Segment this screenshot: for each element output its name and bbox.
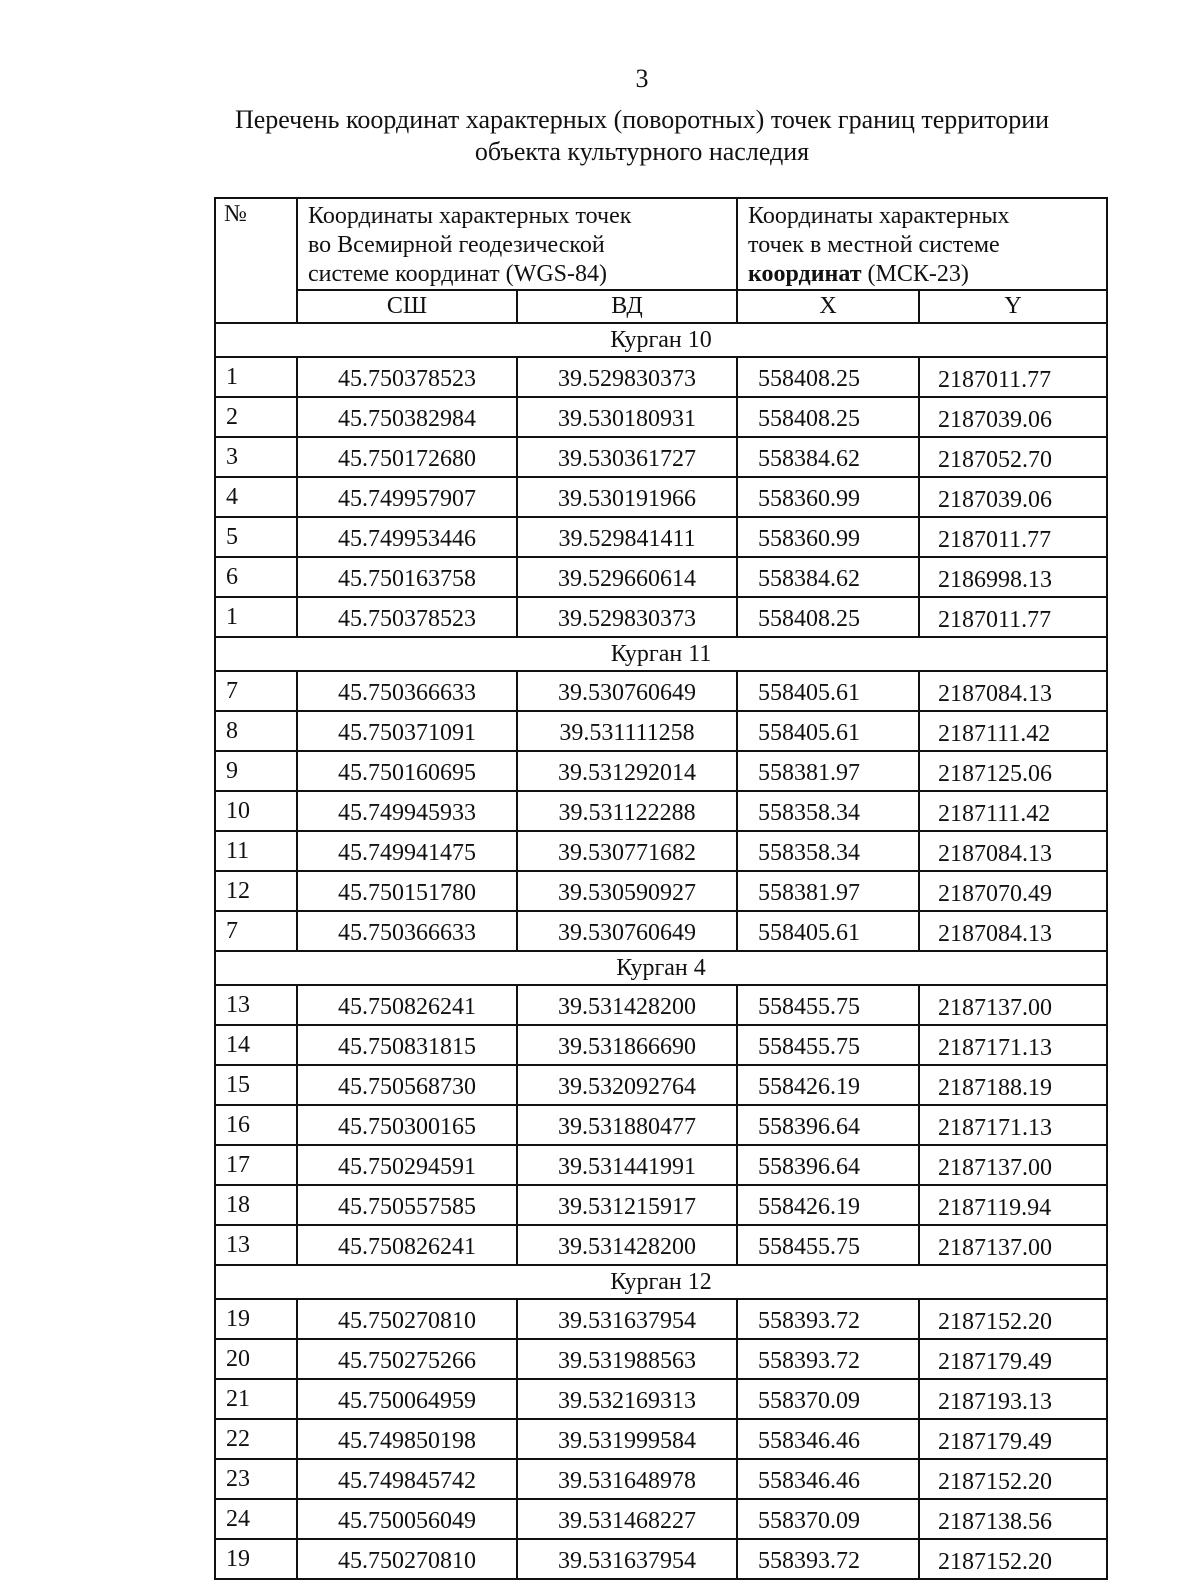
point-number-cell: 5 [215, 517, 297, 557]
x-cell: 558384.62 [737, 437, 919, 477]
table-row [215, 1459, 1107, 1499]
y-cell: 2187152.20 [919, 1539, 1107, 1579]
latitude-cell: 45.749850198 [297, 1419, 517, 1459]
table-row [215, 597, 1107, 637]
longitude-cell: 39.529830373 [517, 357, 737, 397]
x-cell: 558405.61 [737, 911, 919, 951]
header-msk23-group [737, 198, 1107, 290]
latitude-cell: 45.749945933 [297, 791, 517, 831]
longitude-cell: 39.531999584 [517, 1419, 737, 1459]
header-latitude: СШ [297, 290, 517, 323]
latitude-cell: 45.750378523 [297, 597, 517, 637]
y-cell: 2186998.13 [919, 557, 1107, 597]
y-cell: 2187179.49 [919, 1339, 1107, 1379]
group-title: Курган 10 [215, 323, 1107, 357]
header-msk23-line-1: Координаты характерных [748, 203, 1010, 229]
group-row [215, 951, 1107, 985]
point-number-cell: 7 [215, 671, 297, 711]
latitude-cell: 45.749957907 [297, 477, 517, 517]
longitude-cell: 39.531866690 [517, 1025, 737, 1065]
header-msk23-line-3 [748, 260, 1098, 289]
latitude-cell: 45.750366633 [297, 911, 517, 951]
header-msk23-line-2: точек в местной системе [748, 232, 1000, 258]
table-body [215, 323, 1107, 1579]
y-cell: 2187084.13 [919, 911, 1107, 951]
longitude-cell: 39.531215917 [517, 1185, 737, 1225]
group-row [215, 1265, 1107, 1299]
longitude-cell: 39.531292014 [517, 751, 737, 791]
table-row [215, 911, 1107, 951]
longitude-cell: 39.531648978 [517, 1459, 737, 1499]
group-title: Курган 12 [215, 1265, 1107, 1299]
longitude-cell: 39.530191966 [517, 477, 737, 517]
point-number-cell: 12 [215, 871, 297, 911]
document-title [200, 104, 1084, 168]
y-cell: 2187193.13 [919, 1379, 1107, 1419]
point-number-cell: 9 [215, 751, 297, 791]
table-row [215, 437, 1107, 477]
longitude-cell: 39.531428200 [517, 985, 737, 1025]
longitude-cell: 39.530180931 [517, 397, 737, 437]
table-row [215, 751, 1107, 791]
latitude-cell: 45.750160695 [297, 751, 517, 791]
longitude-cell: 39.531988563 [517, 1339, 737, 1379]
y-cell: 2187137.00 [919, 985, 1107, 1025]
latitude-cell: 45.750151780 [297, 871, 517, 911]
longitude-cell: 39.531468227 [517, 1499, 737, 1539]
x-cell: 558408.25 [737, 357, 919, 397]
latitude-cell: 45.750378523 [297, 357, 517, 397]
table-row [215, 477, 1107, 517]
latitude-cell: 45.750300165 [297, 1105, 517, 1145]
y-cell: 2187039.06 [919, 397, 1107, 437]
x-cell: 558346.46 [737, 1419, 919, 1459]
point-number-cell: 21 [215, 1379, 297, 1419]
y-cell: 2187011.77 [919, 517, 1107, 557]
latitude-cell: 45.750366633 [297, 671, 517, 711]
y-cell: 2187137.00 [919, 1145, 1107, 1185]
latitude-cell: 45.750557585 [297, 1185, 517, 1225]
y-cell: 2187179.49 [919, 1419, 1107, 1459]
latitude-cell: 45.750064959 [297, 1379, 517, 1419]
table-row [215, 1419, 1107, 1459]
point-number-cell: 7 [215, 911, 297, 951]
longitude-cell: 39.530760649 [517, 911, 737, 951]
longitude-cell: 39.530771682 [517, 831, 737, 871]
header-longitude: ВД [517, 290, 737, 323]
point-number-cell: 10 [215, 791, 297, 831]
group-title: Курган 11 [215, 637, 1107, 671]
x-cell: 558393.72 [737, 1339, 919, 1379]
table-row [215, 1379, 1107, 1419]
point-number-cell: 2 [215, 397, 297, 437]
point-number-cell: 16 [215, 1105, 297, 1145]
table-row [215, 1539, 1107, 1579]
longitude-cell: 39.531637954 [517, 1539, 737, 1579]
header-wgs84-line-1: Координаты характерных точек [308, 203, 632, 229]
longitude-cell: 39.531428200 [517, 1225, 737, 1265]
table-row [215, 557, 1107, 597]
y-cell: 2187152.20 [919, 1459, 1107, 1499]
point-number-cell: 19 [215, 1539, 297, 1579]
page-number: 3 [635, 64, 649, 93]
table-row [215, 985, 1107, 1025]
x-cell: 558370.09 [737, 1379, 919, 1419]
point-number-cell: 20 [215, 1339, 297, 1379]
longitude-cell: 39.531637954 [517, 1299, 737, 1339]
latitude-cell: 45.749845742 [297, 1459, 517, 1499]
latitude-cell: 45.750371091 [297, 711, 517, 751]
table-row [215, 671, 1107, 711]
header-y: Y [919, 290, 1107, 323]
table-row [215, 357, 1107, 397]
longitude-cell: 39.529830373 [517, 597, 737, 637]
latitude-cell: 45.750382984 [297, 397, 517, 437]
table-row [215, 1145, 1107, 1185]
header-wgs84-line-2: во Всемирной геодезической [308, 232, 605, 258]
point-number-cell: 11 [215, 831, 297, 871]
longitude-cell: 39.531441991 [517, 1145, 737, 1185]
x-cell: 558426.19 [737, 1185, 919, 1225]
longitude-cell: 39.532169313 [517, 1379, 737, 1419]
longitude-cell: 39.532092764 [517, 1065, 737, 1105]
x-cell: 558370.09 [737, 1499, 919, 1539]
y-cell: 2187084.13 [919, 671, 1107, 711]
longitude-cell: 39.529841411 [517, 517, 737, 557]
table-row [215, 1339, 1107, 1379]
point-number-cell: 15 [215, 1065, 297, 1105]
latitude-cell: 45.749953446 [297, 517, 517, 557]
y-cell: 2187084.13 [919, 831, 1107, 871]
latitude-cell: 45.750294591 [297, 1145, 517, 1185]
latitude-cell: 45.750163758 [297, 557, 517, 597]
table-row [215, 791, 1107, 831]
x-cell: 558346.46 [737, 1459, 919, 1499]
point-number-cell: 8 [215, 711, 297, 751]
latitude-cell: 45.750172680 [297, 437, 517, 477]
latitude-cell: 45.750831815 [297, 1025, 517, 1065]
x-cell: 558396.64 [737, 1105, 919, 1145]
table-row [215, 397, 1107, 437]
group-title: Курган 4 [215, 951, 1107, 985]
table-row [215, 1065, 1107, 1105]
point-number-cell: 24 [215, 1499, 297, 1539]
point-number-cell: 13 [215, 985, 297, 1025]
y-cell: 2187039.06 [919, 477, 1107, 517]
longitude-cell: 39.530760649 [517, 671, 737, 711]
table-row [215, 871, 1107, 911]
point-number-cell: 19 [215, 1299, 297, 1339]
x-cell: 558455.75 [737, 985, 919, 1025]
table-row [215, 831, 1107, 871]
y-cell: 2187125.06 [919, 751, 1107, 791]
table-row [215, 1225, 1107, 1265]
y-cell: 2187171.13 [919, 1105, 1107, 1145]
title-line-2: объекта культурного наследия [474, 137, 810, 166]
header-number: № [215, 198, 297, 323]
point-number-cell: 18 [215, 1185, 297, 1225]
y-cell: 2187052.70 [919, 437, 1107, 477]
y-cell: 2187152.20 [919, 1299, 1107, 1339]
group-row [215, 323, 1107, 357]
point-number-cell: 13 [215, 1225, 297, 1265]
x-cell: 558358.34 [737, 791, 919, 831]
y-cell: 2187138.56 [919, 1499, 1107, 1539]
x-cell: 558384.62 [737, 557, 919, 597]
table-row [215, 517, 1107, 557]
y-cell: 2187111.42 [919, 791, 1107, 831]
point-number-cell: 3 [215, 437, 297, 477]
latitude-cell: 45.750056049 [297, 1499, 517, 1539]
y-cell: 2187011.77 [919, 357, 1107, 397]
y-cell: 2187119.94 [919, 1185, 1107, 1225]
point-number-cell: 22 [215, 1419, 297, 1459]
x-cell: 558405.61 [737, 671, 919, 711]
point-number-cell: 14 [215, 1025, 297, 1065]
x-cell: 558393.72 [737, 1539, 919, 1579]
table-row [215, 1499, 1107, 1539]
point-number-cell: 1 [215, 597, 297, 637]
longitude-cell: 39.531111258 [517, 711, 737, 751]
y-cell: 2187188.19 [919, 1065, 1107, 1105]
x-cell: 558393.72 [737, 1299, 919, 1339]
x-cell: 558408.25 [737, 397, 919, 437]
point-number-cell: 17 [215, 1145, 297, 1185]
x-cell: 558381.97 [737, 751, 919, 791]
y-cell: 2187171.13 [919, 1025, 1107, 1065]
y-cell: 2187070.49 [919, 871, 1107, 911]
group-row [215, 637, 1107, 671]
y-cell: 2187111.42 [919, 711, 1107, 751]
latitude-cell: 45.750275266 [297, 1339, 517, 1379]
latitude-cell: 45.750568730 [297, 1065, 517, 1105]
longitude-cell: 39.530590927 [517, 871, 737, 911]
x-cell: 558396.64 [737, 1145, 919, 1185]
title-line-1: Перечень координат характерных (поворотных) точек границ территории [234, 105, 1050, 134]
x-cell: 558455.75 [737, 1025, 919, 1065]
y-cell: 2187011.77 [919, 597, 1107, 637]
point-number-cell: 23 [215, 1459, 297, 1499]
point-number-cell: 4 [215, 477, 297, 517]
y-cell: 2187137.00 [919, 1225, 1107, 1265]
table-row [215, 1185, 1107, 1225]
x-cell: 558455.75 [737, 1225, 919, 1265]
header-msk23-bold: координат [748, 261, 862, 287]
header-wgs84-group [297, 198, 737, 290]
longitude-cell: 39.529660614 [517, 557, 737, 597]
longitude-cell: 39.531122288 [517, 791, 737, 831]
table-row [215, 1299, 1107, 1339]
table-row [215, 711, 1107, 751]
table-row [215, 1025, 1107, 1065]
header-msk23-tail: (МСК-23) [861, 261, 969, 287]
x-cell: 558358.34 [737, 831, 919, 871]
table-row [215, 1105, 1107, 1145]
header-wgs84-line-3: системе координат (WGS-84) [308, 261, 607, 287]
header-x: X [737, 290, 919, 323]
x-cell: 558381.97 [737, 871, 919, 911]
longitude-cell: 39.530361727 [517, 437, 737, 477]
x-cell: 558360.99 [737, 477, 919, 517]
latitude-cell: 45.750270810 [297, 1299, 517, 1339]
latitude-cell: 45.750826241 [297, 1225, 517, 1265]
point-number-cell: 6 [215, 557, 297, 597]
coordinates-table [214, 197, 1108, 1580]
x-cell: 558360.99 [737, 517, 919, 557]
latitude-cell: 45.749941475 [297, 831, 517, 871]
latitude-cell: 45.750826241 [297, 985, 517, 1025]
x-cell: 558405.61 [737, 711, 919, 751]
latitude-cell: 45.750270810 [297, 1539, 517, 1579]
x-cell: 558408.25 [737, 597, 919, 637]
x-cell: 558426.19 [737, 1065, 919, 1105]
longitude-cell: 39.531880477 [517, 1105, 737, 1145]
point-number-cell: 1 [215, 357, 297, 397]
